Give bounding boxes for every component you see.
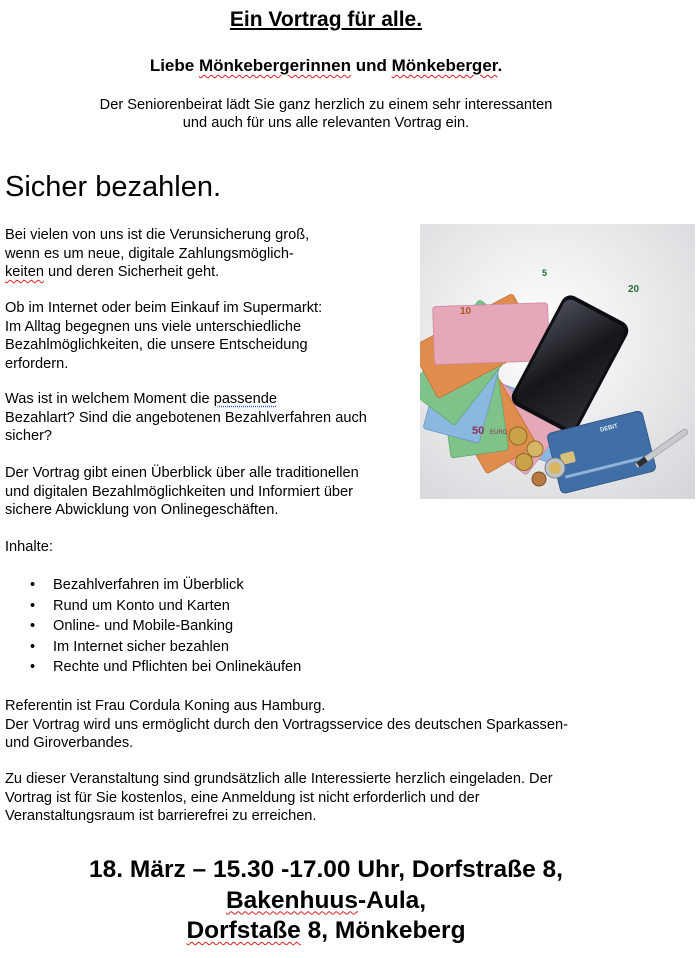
text-fragment: 8, Mönkeberg bbox=[300, 917, 466, 944]
text-line: und digitalen Bezahlmöglichkeiten und Informiert über bbox=[5, 483, 354, 500]
street-name: Dorfstaße bbox=[186, 917, 301, 944]
paragraph-speaker bbox=[5, 697, 568, 753]
text-fragment: Was ist in welchem Moment die bbox=[5, 391, 214, 407]
text-fragment: und deren Sicherheit geht. bbox=[43, 264, 220, 281]
coin bbox=[516, 454, 533, 471]
event-details bbox=[0, 855, 652, 947]
paragraph-question bbox=[5, 390, 367, 446]
intro-paragraph bbox=[0, 96, 652, 132]
section-headline: Sicher bezahlen. bbox=[5, 171, 222, 203]
venue-name: Bakenhuus bbox=[225, 886, 358, 914]
text-line: Bezahlmöglichkeiten, die unsere Entscheidung bbox=[5, 337, 308, 354]
text-line: sicher? bbox=[5, 428, 53, 445]
text-line: und Giroverbandes. bbox=[5, 735, 134, 752]
greeting bbox=[0, 56, 652, 76]
text-line: sichere Abwicklung von Onlinegeschäften. bbox=[5, 502, 279, 519]
intro-line: Der Seniorenbeirat lädt Sie ganz herzlich zu einem sehr interessanten bbox=[99, 97, 553, 113]
coin bbox=[527, 441, 543, 457]
list-item: • Online- und Mobile-Banking bbox=[30, 616, 301, 637]
paragraph-everyday bbox=[5, 299, 322, 373]
list-item: • Bezahlverfahren im Überblick bbox=[30, 575, 301, 596]
payment-photo bbox=[420, 224, 695, 499]
text-line: Veranstaltungsraum ist barrierefrei zu erreichen. bbox=[5, 808, 317, 825]
paragraph-invitation bbox=[5, 770, 553, 826]
text-line: Zu dieser Veranstaltung sind grundsätzlich alle Interessierte herzlich eingeladen. Der bbox=[5, 771, 553, 787]
text-line: erfordern. bbox=[5, 355, 69, 372]
card-label: DEBIT bbox=[599, 423, 619, 434]
event-address-line bbox=[0, 916, 652, 947]
text-fragment: -Aula, bbox=[358, 886, 427, 914]
greeting-mid: und bbox=[351, 56, 392, 75]
text-line: Ob im Internet oder beim Einkauf im Supermarkt: bbox=[5, 300, 323, 316]
note-label: 20 bbox=[628, 284, 640, 295]
page-title: Ein Vortrag für alle. bbox=[229, 8, 423, 31]
text-line: Bezahlart? Sind die angebotenen Bezahlverfahren auch bbox=[5, 409, 367, 426]
note-label: 5 bbox=[542, 268, 548, 278]
note-euro-label: EURO bbox=[490, 430, 508, 436]
intro-line: und auch für uns alle relevanten Vortrag ein. bbox=[182, 115, 470, 131]
greeting-word-1: Mönkebergerinnen bbox=[198, 56, 352, 75]
event-venue-line bbox=[0, 886, 652, 917]
greeting-word-2: Mönkeberger bbox=[391, 56, 498, 75]
banknote-pink bbox=[433, 303, 550, 365]
text-line: Bei vielen von uns ist die Verunsicherung groß, bbox=[5, 227, 310, 243]
paragraph-uncertainty bbox=[5, 226, 309, 282]
contents-label: Inhalte: bbox=[5, 539, 53, 555]
list-item: • Im Internet sicher bezahlen bbox=[30, 637, 301, 658]
text-line bbox=[5, 263, 309, 282]
coin bbox=[509, 427, 527, 445]
coin bbox=[532, 472, 546, 486]
text-line: Der Vortrag wird uns ermöglicht durch den Vortragsservice des deutschen Sparkassen- bbox=[5, 716, 568, 733]
hyphenated-word: keiten bbox=[5, 264, 44, 281]
paragraph-overview bbox=[5, 464, 359, 520]
text-line: wenn es um neue, digitale Zahlungsmöglich- bbox=[5, 245, 294, 262]
event-date-line: 18. März – 15.30 -17.00 Uhr, Dorfstraße 8, bbox=[89, 856, 563, 883]
underlined-word: passende bbox=[213, 391, 277, 407]
list-item: • Rechte und Pflichten bei Onlinekäufen bbox=[30, 657, 301, 678]
text-line: Referentin ist Frau Cordula Koning aus Hamburg. bbox=[5, 698, 326, 714]
topics-list bbox=[30, 575, 301, 678]
text-line: Vortrag ist für Sie kostenlos, eine Anmeldung ist nicht erforderlich und der bbox=[5, 789, 480, 806]
list-item: • Rund um Konto und Karten bbox=[30, 596, 301, 617]
note-label: 10 bbox=[460, 306, 472, 317]
greeting-pre: Liebe bbox=[149, 56, 199, 75]
coin-center bbox=[549, 462, 561, 474]
greeting-post: . bbox=[497, 56, 503, 75]
note-label: 50 bbox=[472, 425, 485, 437]
text-line: Der Vortrag gibt einen Überblick über alle traditionellen bbox=[5, 465, 359, 481]
text-line: Im Alltag begegnen uns viele unterschiedliche bbox=[5, 318, 302, 335]
text-line bbox=[5, 390, 367, 409]
